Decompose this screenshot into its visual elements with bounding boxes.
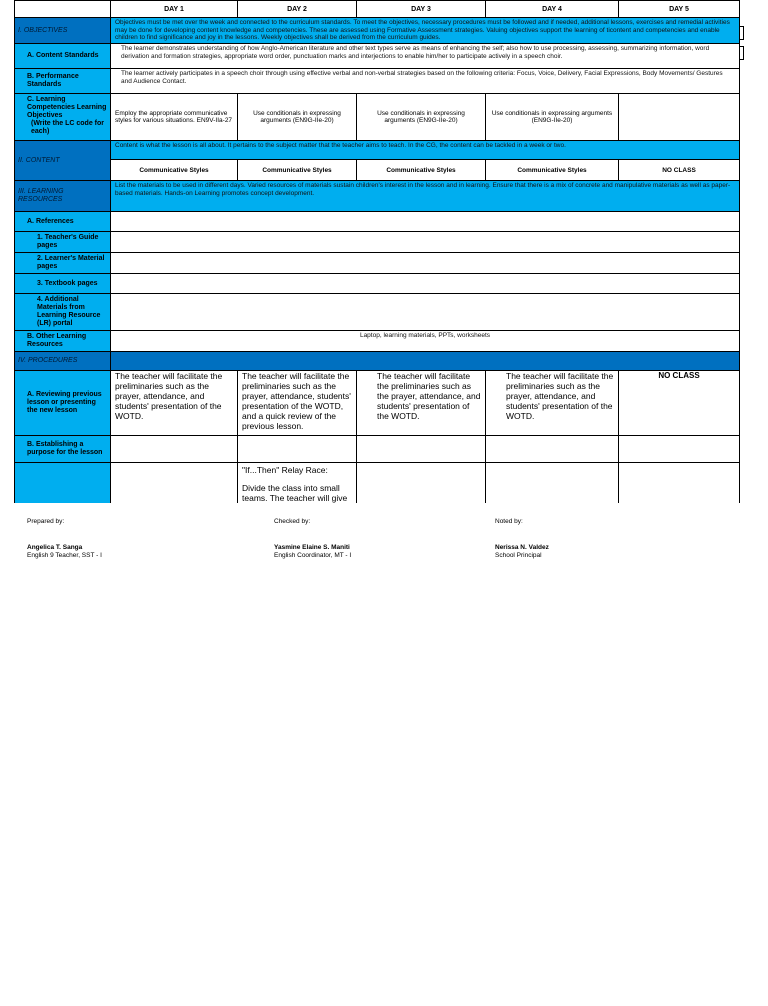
checked-name: Yasmine Elaine S. Maniti [274,544,350,551]
procedures-band [111,352,740,371]
review-day2: The teacher will facilitate the preliminaries such as the prayer, attendance, students' presentation of the WOTD, and a quick review of the previous lesson. [238,371,357,436]
purpose-row [15,436,740,463]
lesson-plan-table [14,0,740,523]
other-resources-value: Laptop, learning materials, PPTs, worksheets [111,331,740,352]
lr-portal-label: 4. Additional Materials from Learning Resource (LR) portal [15,294,111,331]
review-row [15,371,740,436]
content-day5: NO CLASS [619,160,740,181]
prepared-label: Prepared by: [27,518,65,525]
objectives-note: Objectives must be met over the week and connected to the curriculum standards. To meet the objectives, necessary procedures must be followed and if needed, additional lessons, exercises and remedial activities may be done for developing content knowledge and competencies. These are assessed using Formative Assessment strategies. Valuing objectives support the learning of ticontent and competencies and enable children to find significance and joy in the lessons. Weekly objectives shall be derived from the curriculum guides. [111,18,740,44]
content-day1: Communicative Styles [111,160,238,181]
corner-cell [15,1,111,18]
day-header: DAY 1 [111,1,238,18]
objectives-label: I. OBJECTIVES [15,18,111,44]
learners-material-label: 2. Learner's Material pages [15,253,111,274]
content-standards-row [15,44,740,69]
noted-role: School Principal [495,552,542,559]
relay-race-title: "If...Then" Relay Race: [242,465,328,475]
competency-day5 [619,94,740,141]
content-standards-label: A. Content Standards [15,44,111,69]
purpose-day3 [357,436,486,463]
resources-note: List the materials to be used in different days. Varied resources of materials sustain children's interest in the lesson and in learning. Ensure that there is a mix of concrete and manipulative materials as well as paper-based materials. Hands-on Learning promotes concept development. [111,181,740,212]
textbook-cell [111,274,740,294]
content-days-row [15,160,740,181]
competencies-row [15,94,740,141]
competencies-sublabel: (Write the LC code for each) [31,120,104,135]
content-day3: Communicative Styles [357,160,486,181]
lr-portal-cell [111,294,740,331]
day-header: DAY 2 [238,1,357,18]
noted-name: Nerissa N. Valdez [495,544,549,551]
day-header: DAY 5 [619,1,740,18]
competency-day4: Use conditionals in expressing arguments (EN9G-IIe-20) [486,94,619,141]
procedures-label: IV. PROCEDURES [15,352,111,371]
content-standards-text: The learner demonstrates understanding of how Anglo-American literature and other text types serve as means of enhancing the self; also how to use processing, assessing, summarizing information, word derivation and formation strategies, appropriate word order, punctuation marks and interjections to enable him/her to participate actively in a speech choir. [111,44,740,69]
prepared-role: English 9 Teacher, SST - I [27,552,102,559]
other-resources-label: B. Other Learning Resources [15,331,111,352]
review-day4: The teacher will facilitate the preliminaries such as the prayer, attendance, and students' presentation of the WOTD. [486,371,619,436]
textbook-row [15,274,740,294]
lr-portal-row [15,294,740,331]
competencies-label: C. Learning Competencies Learning Objectives [27,96,107,119]
teachers-guide-cell [111,232,740,253]
performance-standards-label: B. Performance Standards [15,69,111,94]
relay-race-text: Divide the class into small teams. The teacher will give [242,483,348,503]
textbook-label: 3. Textbook pages [15,274,111,294]
checked-block [274,518,351,560]
competencies-label-cell [15,94,111,141]
resources-row [15,181,740,212]
references-row [15,212,740,232]
review-day3: The teacher will facilitate the preliminaries such as the prayer, attendance, and students' presentation of the WOTD. [357,371,486,436]
noted-label: Noted by: [495,518,523,525]
content-note-row [15,141,740,160]
content-day2: Communicative Styles [238,160,357,181]
prepared-block [27,518,102,560]
page-break-mask [0,503,768,1006]
learners-material-row [15,253,740,274]
purpose-label: B. Establishing a purpose for the lesson [15,436,111,463]
day-header-row [15,1,740,18]
performance-standards-text: The learner actively participates in a speech choir through using effective verbal and non-verbal strategies based on the following criteria: Focus, Voice, Delivery, Facial Expressions, Body Movements/ Gestures and Audience Contact. [111,69,740,94]
performance-standards-row [15,69,740,94]
review-day1: The teacher will facilitate the preliminaries such as the prayer, attendance, and students' presentation of the WOTD. [111,371,238,436]
resources-label: III. LEARNING RESOURCES [15,181,111,212]
content-day4: Communicative Styles [486,160,619,181]
references-label: A. References [15,212,111,232]
learners-material-cell [111,253,740,274]
procedures-row [15,352,740,371]
noted-block [495,518,549,560]
review-day5: NO CLASS [619,371,740,436]
competency-day3: Use conditionals in expressing arguments (EN9G-IIe-20) [357,94,486,141]
objectives-row [15,18,740,44]
purpose-day2 [238,436,357,463]
checked-role: English Coordinator, MT - I [274,552,352,559]
other-resources-row [15,331,740,352]
review-label: A. Reviewing previous lesson or presenting the new lesson [15,371,111,436]
prepared-name: Angelica T. Sanga [27,544,83,551]
content-label: II. CONTENT [15,141,111,181]
day-header: DAY 3 [357,1,486,18]
purpose-day1 [111,436,238,463]
purpose-day4 [486,436,619,463]
content-note: Content is what the lesson is all about. It pertains to the subject matter that the teacher aims to teach. In the CG, the content can be tackled in a week or two. [111,141,740,160]
competency-day1: Employ the appropriate communicative styles for various situations. EN9V-IIa-27 [111,94,238,141]
competency-day2: Use conditionals in expressing arguments (EN9G-IIe-20) [238,94,357,141]
teachers-guide-row [15,232,740,253]
purpose-day5 [619,436,740,463]
day-header: DAY 4 [486,1,619,18]
references-cell [111,212,740,232]
teachers-guide-label: 1. Teacher's Guide pages [15,232,111,253]
checked-label: Checked by: [274,518,311,525]
